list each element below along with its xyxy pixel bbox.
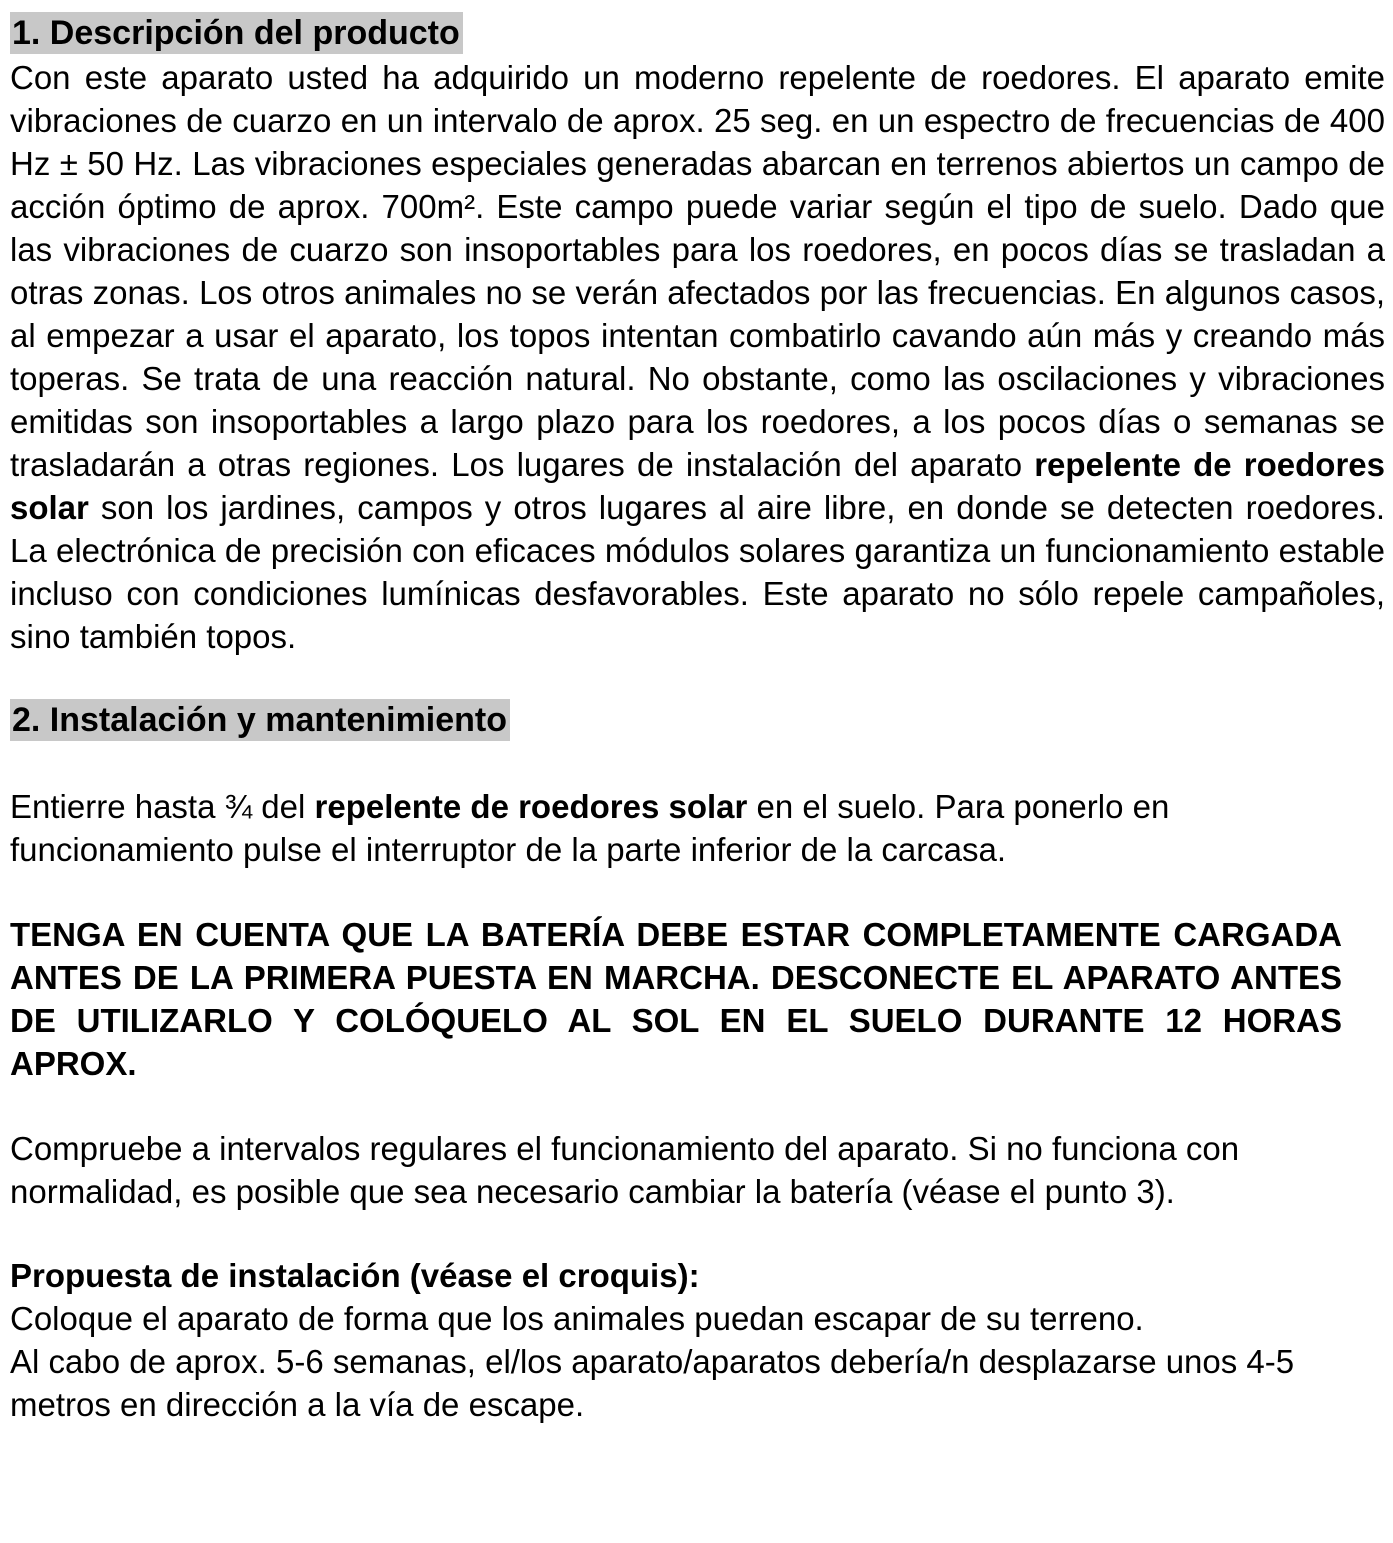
section2-text-b: en el suelo. Para ponerlo en funcionamiento pulse el interruptor de la parte inferior de la carcasa.: [10, 788, 1170, 868]
installation-proposal-heading: Propuesta de instalación (véase el croquis):: [10, 1257, 700, 1294]
section2-paragraph-1: [10, 785, 1385, 871]
section1-text-bold: repelente de roedores solar: [10, 446, 1385, 526]
section-product-description: [10, 8, 1385, 658]
section1-paragraph: [10, 56, 1385, 658]
section2-paragraph-4: Al cabo de aprox. 5-6 semanas, el/los aparato/aparatos debería/n desplazarse unos 4-5 metros en dirección a la vía de escape.: [10, 1343, 1295, 1423]
section2-text-bold: repelente de roedores solar: [314, 788, 748, 825]
section1-text-b: son los jardines, campos y otros lugares al aire libre, en donde se detecten roedores. La electrónica de precisión con eficaces módulos solares garantiza un funcionamiento estable incluso con condiciones lumínicas desfavorables. Este aparato no sólo repele campañoles, sino también topos.: [10, 489, 1385, 655]
section2-text-a: Entierre hasta ¾ del: [10, 788, 315, 825]
section-installation: [10, 658, 1385, 1426]
battery-warning: TENGA EN CUENTA QUE LA BATERÍA DEBE ESTAR COMPLETAMENTE CARGADA ANTES DE LA PRIMERA PUESTA EN MARCHA. DESCONECTE EL APARATO ANTES DE UTILIZARLO Y COLÓQUELO AL SOL EN EL SUELO DURANTE 12 HORAS APROX.: [10, 916, 1342, 1082]
section2-heading: 2. Instalación y mantenimiento: [10, 699, 510, 741]
section2-paragraph-3: Coloque el aparato de forma que los animales puedan escapar de su terreno.: [10, 1300, 1144, 1337]
section1-heading: 1. Descripción del producto: [10, 12, 463, 54]
section2-paragraph-2: Compruebe a intervalos regulares el funcionamiento del aparato. Si no funciona con normalidad, es posible que sea necesario cambiar la batería (véase el punto 3).: [10, 1130, 1240, 1210]
document-page: [10, 8, 1385, 1426]
section1-text-a: Con este aparato usted ha adquirido un moderno repelente de roedores. El aparato emite vibraciones de cuarzo en un intervalo de aprox. 25 seg. en un espectro de frecuencias de 400 Hz ± 50 Hz. Las vibraciones especiales generadas abarcan en terrenos abiertos un campo de acción óptimo de aprox. 700m². Este campo puede variar según el tipo de suelo. Dado que las vibraciones de cuarzo son insoportables para los roedores, en pocos días se trasladan a otras zonas. Los otros animales no se verán afectados por las frecuencias. En algunos casos, al empezar a usar el aparato, los topos intentan combatirlo cavando aún más y creando más toperas. Se trata de una reacción natural. No obstante, como las oscilaciones y vibraciones emitidas son insoportables a largo plazo para los roedores, a los pocos días o semanas se trasladarán a otras regiones. Los lugares de instalación del aparato: [10, 59, 1385, 483]
